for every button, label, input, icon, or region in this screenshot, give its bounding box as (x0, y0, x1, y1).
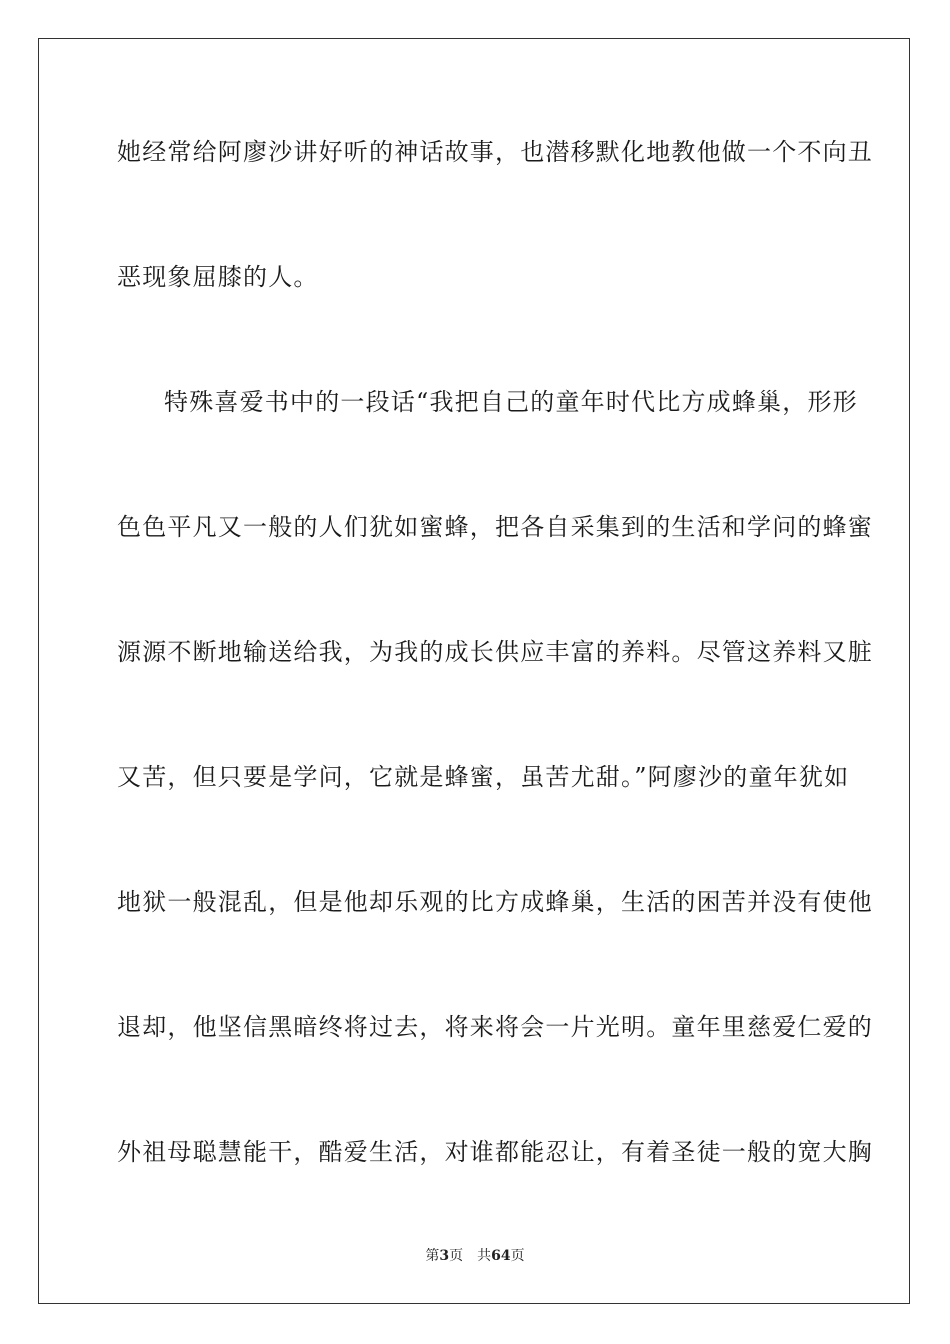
page-suffix: 页 (449, 1248, 464, 1264)
body-line-8: 退却，他坚信黑暗终将过去，将来将会一片光明。童年里慈爱仁爱的 (117, 1013, 873, 1041)
body-line-7: 地狱一般混乱，但是他却乐观的比方成蜂巢，生活的困苦并没有使他 (117, 888, 873, 916)
body-line-9: 外祖母聪慧能干，酷爱生活，对谁都能忍让，有着圣徒一般的宽大胸 (117, 1138, 873, 1166)
page-border (38, 38, 910, 1304)
body-line-2: 恶现象屈膝的人。 (117, 263, 319, 291)
body-line-6: 又苦，但只要是学问，它就是蜂蜜，虽苦尤甜。”阿廖沙的童年犹如 (117, 763, 850, 791)
page-prefix: 第 (425, 1248, 440, 1264)
body-line-3: 特殊喜爱书中的一段话“我把自己的童年时代比方成蜂巢，形形 (164, 388, 858, 416)
total-pages: 64 (491, 1248, 511, 1264)
body-line-1: 她经常给阿廖沙讲好听的神话故事，也潜移默化地教他做一个不向丑 (117, 138, 873, 166)
page-footer (0, 1246, 950, 1266)
page-number: 3 (439, 1248, 450, 1264)
body-line-5: 源源不断地输送给我，为我的成长供应丰富的养料。尽管这养料又脏 (117, 638, 873, 666)
total-suffix: 页 (510, 1248, 525, 1264)
total-prefix: 共 (477, 1248, 492, 1264)
body-line-4: 色色平凡又一般的人们犹如蜜蜂，把各自采集到的生活和学问的蜂蜜 (117, 513, 873, 541)
